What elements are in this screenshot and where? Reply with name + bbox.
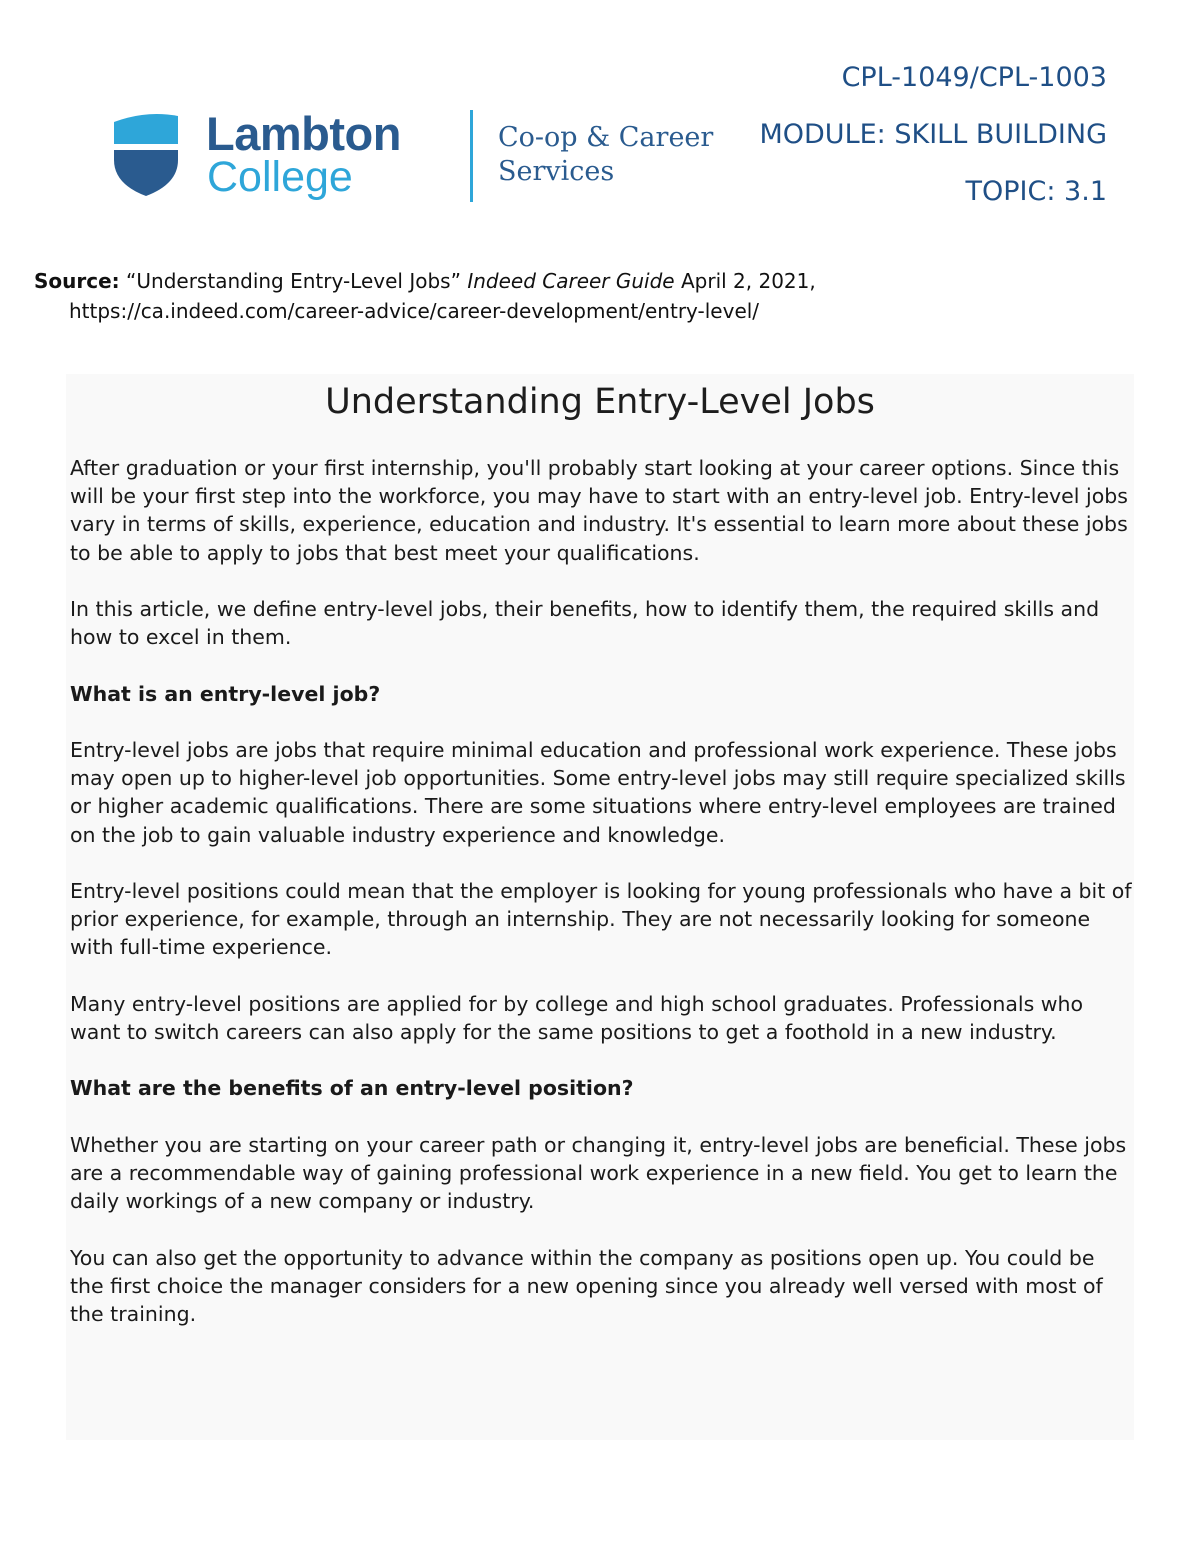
logo-name-line1: Lambton <box>206 107 401 160</box>
article-panel <box>66 374 1134 1440</box>
topic-label: TOPIC: 3.1 <box>965 176 1107 207</box>
source-citation <box>34 266 1154 326</box>
section2-paragraph-2: You can also get the opportunity to advance within the company as positions open up. You could be the first choice the manager considers for a new opening since you already well versed with most of the training. <box>70 1245 1103 1326</box>
logo-divider <box>470 110 473 202</box>
article-title: Understanding Entry-Level Jobs <box>325 382 875 422</box>
course-code: CPL-1049/CPL-1003 <box>841 62 1107 93</box>
section1-paragraph-3: Many entry-level positions are applied for by college and high school graduates. Professionals who want to switch careers can also apply for the same positions to get a foothold in a new industry. <box>70 991 1084 1044</box>
course-info <box>759 58 1107 229</box>
lambton-college-logo <box>110 106 714 206</box>
article-body <box>70 454 1132 1356</box>
shield-icon <box>110 110 182 198</box>
section-heading-benefits: What are the benefits of an entry-level position? <box>70 1076 634 1101</box>
logo-name-line2: College <box>207 153 353 201</box>
source-date: April 2, 2021, <box>680 269 816 293</box>
logo-dept-line2: Services <box>498 156 615 187</box>
module-label: MODULE: SKILL BUILDING <box>759 119 1107 150</box>
source-label: Source: <box>34 269 120 293</box>
section-heading-what-is: What is an entry-level job? <box>70 681 381 706</box>
logo-dept-line1: Co-op & Career <box>498 122 714 153</box>
section2-paragraph-1: Whether you are starting on your career path or changing it, entry-level jobs are beneficial. These jobs are a recommendable way of gaining professional work experience in a new field. You get to learn the daily workings of a new company or industry. <box>70 1132 1127 1214</box>
source-url[interactable]: https://ca.indeed.com/career-advice/career-development/entry-level/ <box>69 299 760 323</box>
intro-paragraph-2: In this article, we define entry-level jobs, their benefits, how to identify them, the required skills and how to excel in them. <box>70 597 1100 650</box>
source-title: “Understanding Entry-Level Jobs” <box>126 269 461 293</box>
section1-paragraph-1: Entry-level jobs are jobs that require minimal education and professional work experience. These jobs may open up to higher-level job opportunities. Some entry-level jobs may still require specialized skills or higher academic qualifications. There are some situations where entry-level employees are trained on the job to gain valuable industry experience and knowledge. <box>70 737 1126 847</box>
intro-paragraph-1: After graduation or your first internship, you'll probably start looking at your career options. Since this will be your first step into the workforce, you may have to start with an entry-level job. Entry-level jobs vary in terms of skills, experience, education and industry. It's essential to learn more about these jobs to be able to apply to jobs that best meet your qualifications. <box>70 456 1128 565</box>
source-publication: Indeed Career Guide <box>467 269 675 293</box>
section1-paragraph-2: Entry-level positions could mean that the employer is looking for young professionals who have a bit of prior experience, for example, through an internship. They are not necessarily looking for someone with full-time experience. <box>70 878 1132 960</box>
